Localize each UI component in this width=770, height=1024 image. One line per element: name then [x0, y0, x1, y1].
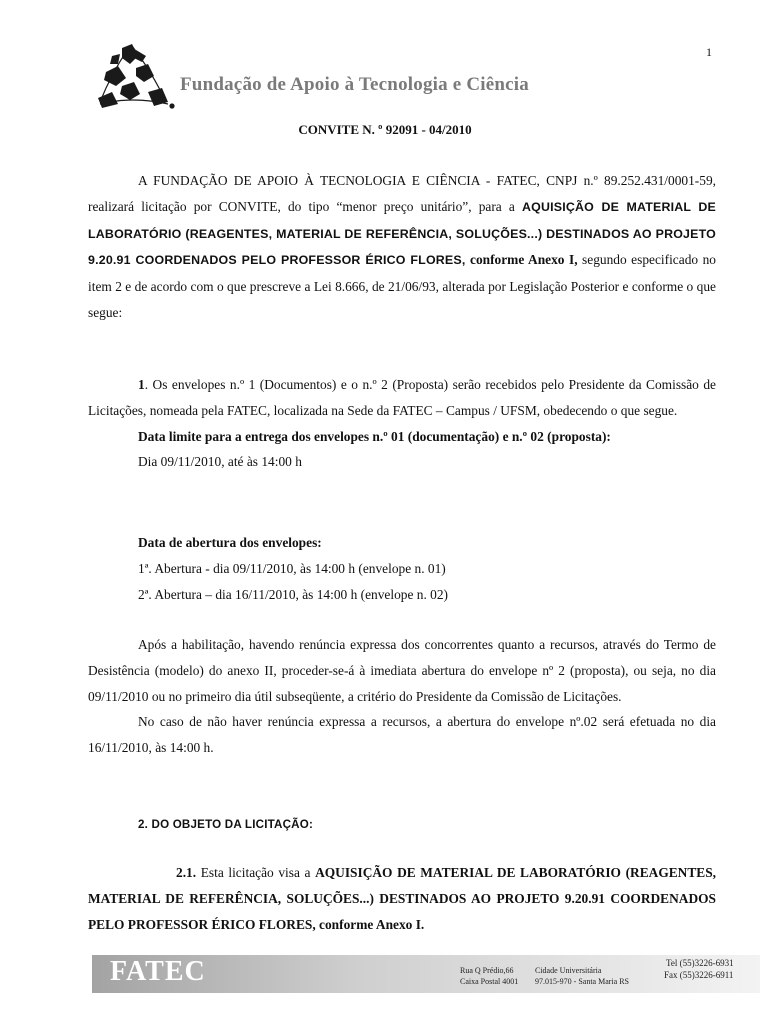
footer-city-1: Cidade Universitária: [535, 966, 602, 975]
footer-address-1: Rua Q Prédio,66: [460, 966, 514, 975]
section-2-item-number: 2.1.: [176, 865, 197, 880]
section-2-item-text: Esta licitação visa a: [196, 865, 316, 880]
section-2-heading: 2. DO OBJETO DA LICITAÇÃO:: [138, 818, 314, 831]
waiver-block: [88, 632, 716, 761]
section-1-paragraph: [88, 372, 716, 475]
intro-object-bold: AQUISIÇÃO DE MATERIAL DE LABORATÓRIO (REAGENTES, MATERIAL DE REFERÊNCIA, SOLUÇÕES...) DESTINADOS AO PROJETO 9.20.91 COORDENADOS PELO PROFESSOR ÉRICO FLORES,: [88, 199, 717, 268]
waiver-paragraph: Após a habilitação, havendo renúncia expressa dos concorrentes quanto a recursos, através do Termo de Desistência (modelo) do anexo II, proceder-se-á à imediata abertura do envelope nº 2 (proposta), ou seja, no dia 09/11/2010 ou no primeiro dia útil subseqüente, a critério do Presidente da Comissão de Licitações.: [88, 637, 716, 704]
intro-text-1: A FUNDAÇÃO DE APOIO À TECNOLOGIA E CIÊNCIA - FATEC, CNPJ n.º 89.252.431/0001-59, realizará licitação por CONVITE, do tipo “menor preço unitário”, para a: [88, 173, 716, 214]
no-waiver-paragraph: No caso de não haver renúncia expressa a recursos, a abertura do envelope nº.02 será efetuada no dia 16/11/2010, às 14:00 h.: [88, 714, 716, 756]
page-number: 1: [706, 45, 712, 59]
fatec-logo-icon: [92, 42, 176, 112]
footer-fax: Fax (55)3226-6911: [664, 970, 734, 980]
section-1-number: 1: [138, 377, 145, 392]
opening-label: Data de abertura dos envelopes:: [138, 535, 322, 550]
footer-tel: Tel (55)3226-6931: [666, 958, 734, 968]
intro-annex-bold: conforme Anexo I,: [465, 252, 578, 268]
convite-title: CONVITE N. º 92091 - 04/2010: [298, 122, 472, 137]
footer-city-2: 97.015-970 - Santa Maria RS: [535, 977, 629, 986]
intro-text-2: segundo especificado no item 2 e de acordo com o que prescreve a Lei 8.666, de 21/06/93, alterada por Legislação Posterior e conforme o que segue:: [88, 252, 716, 320]
section-1-text: . Os envelopes n.º 1 (Documentos) e o n.º 2 (Proposta) serão recebidos pelo Presidente da Comissão de Licitações, nomeada pela FATEC, localizada na Sede da FATEC – Campus / UFSM, obedecendo o que segue.: [88, 377, 716, 418]
footer: [92, 955, 760, 993]
deadline-label: Data limite para a entrega dos envelopes n.º 01 (documentação) e n.º 02 (proposta):: [138, 428, 611, 444]
footer-address-2: Caixa Postal 4001: [460, 977, 519, 986]
intro-paragraph: [88, 168, 716, 326]
deadline-value: Dia 09/11/2010, até às 14:00 h: [138, 454, 302, 470]
section-2-item: [88, 860, 716, 937]
opening-block: [88, 530, 716, 607]
section-2-item-bold: AQUISIÇÃO DE MATERIAL DE LABORATÓRIO (REAGENTES, MATERIAL DE REFERÊNCIA, SOLUÇÕES...) DESTINADOS AO PROJETO 9.20.91 COORDENADOS PELO PROFESSOR ÉRICO FLORES, conforme Anexo I.: [88, 865, 716, 932]
opening-2: 2ª. Abertura – dia 16/11/2010, às 14:00 h (envelope n. 02): [138, 586, 449, 602]
org-title: Fundação de Apoio à Tecnologia e Ciência: [180, 74, 529, 95]
section-2-heading-block: [88, 812, 716, 838]
opening-1: 1ª. Abertura - dia 09/11/2010, às 14:00 h (envelope n. 01): [138, 560, 446, 576]
footer-brand: FATEC: [110, 956, 206, 987]
